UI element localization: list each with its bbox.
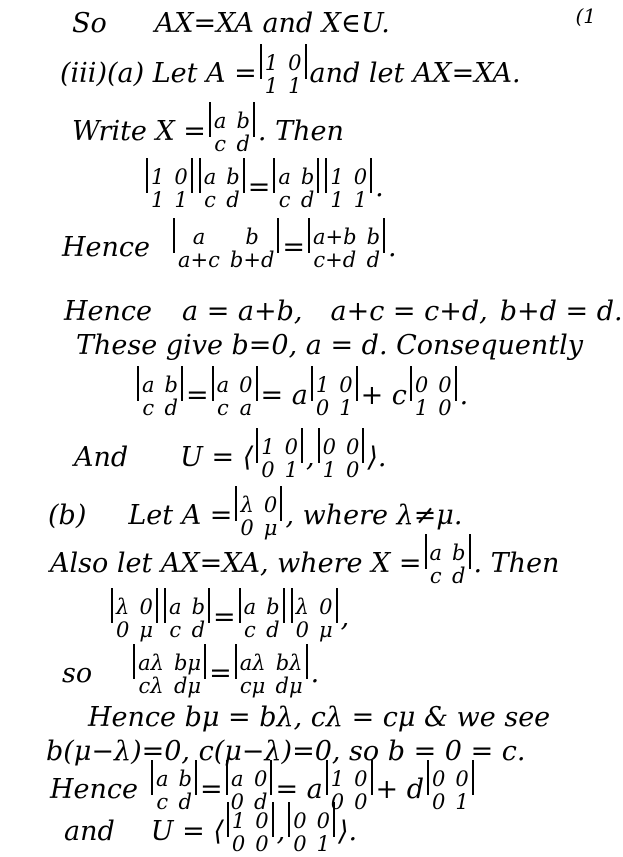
matrix-e21 — [318, 432, 365, 483]
matrix-entry-r2c1: 1 — [151, 188, 165, 213]
matrix-entry-r1c1: 1 — [330, 165, 344, 189]
matrix-entry-r2c2: d — [236, 132, 250, 157]
matrix-entry-r2c1: c — [156, 790, 169, 815]
right-bracket — [156, 588, 158, 623]
matrix-entry-r2c1: 0 — [293, 832, 307, 857]
matrix-entry-r2c1: c — [216, 396, 229, 421]
line-12 — [108, 592, 349, 643]
matrix-x — [164, 592, 210, 643]
equation-1: a = a+b, — [182, 296, 303, 327]
matrix-entry-r1c2: 0 — [284, 435, 298, 459]
matrix-entries — [412, 372, 455, 421]
u-equals: U = ⟨ — [150, 816, 224, 848]
right-bracket — [280, 486, 282, 521]
plus-c: + c — [360, 380, 407, 412]
matrix-x — [425, 538, 471, 589]
matrix-entry-r1c1: a — [429, 541, 443, 565]
matrix-entry-r1c1: 0 — [293, 809, 307, 833]
matrix-entry-r2c2: d — [226, 188, 240, 213]
matrix-entry-r1c1: a — [142, 373, 155, 397]
matrix-entry-r2c2: a — [239, 396, 253, 421]
matrix-a-right — [325, 162, 372, 213]
right-bracket — [243, 158, 245, 193]
matrix-entry-r1c1: 0 — [414, 373, 429, 397]
matrix-entry-r2c2: d — [300, 188, 315, 213]
matrix-entries — [214, 372, 256, 421]
comma: , — [340, 602, 350, 634]
matrix-entry-r1c1: 1 — [231, 809, 246, 833]
period: . — [310, 658, 320, 690]
matrix-xa — [235, 648, 308, 699]
line-14 — [88, 704, 550, 731]
matrix-entry-r2c1: 1 — [264, 74, 279, 99]
matrix-entry-r1c1: a — [216, 373, 230, 397]
matrix-entry-r1c2: bλ — [275, 651, 303, 675]
matrix-entry-r1c1: λ — [295, 595, 309, 619]
matrix-entry-r2c2: dμ — [275, 674, 303, 699]
matrix-entry-r2c2: b+d — [229, 248, 275, 273]
matrix-entries — [211, 108, 253, 157]
matrix-entry-r1c1: λ — [240, 493, 254, 517]
matrix-entry-r2c1: cμ — [239, 674, 266, 699]
equation-ax-xa: AX=XA and X∈U. — [154, 8, 390, 39]
matrix-ax — [173, 222, 279, 273]
matrix-entry-r1c2: 0 — [345, 435, 360, 459]
matrix-entry-r2c2: 0 — [438, 396, 452, 421]
matrix-entry-r1c2: b — [300, 165, 315, 189]
matrix-identity — [256, 432, 303, 483]
right-bracket — [181, 366, 183, 401]
matrix-a-diag — [291, 592, 338, 643]
matrix-entry-r2c2: 1 — [455, 790, 469, 815]
where-lambda-ne-mu: , where λ≠μ. — [285, 500, 463, 532]
period: . — [388, 232, 397, 264]
equals-a: = a — [260, 380, 308, 412]
matrix-e22 — [427, 764, 474, 815]
matrix-entry-r2c2: μ — [263, 516, 278, 541]
word-and: and — [64, 816, 115, 848]
matrix-entry-r2c1: 0 — [330, 790, 345, 815]
matrix-entry-r2c2: 1 — [339, 396, 353, 421]
line-10 — [48, 490, 462, 541]
matrix-a-diag — [111, 592, 158, 643]
let-ax-xa: and let AX=XA. — [309, 58, 521, 90]
matrix-a-left — [146, 162, 193, 213]
these-give-text: These give b=0, a = d. Consequently — [76, 330, 584, 361]
matrix-entry-r1c2: b — [366, 225, 381, 249]
matrix-entry-r2c2: 0 — [354, 790, 368, 815]
matrix-entry-r1c2: b — [236, 109, 250, 133]
word-hence: Hence — [62, 232, 151, 264]
matrix-entry-r2c1: 0 — [315, 396, 330, 421]
matrix-entries — [327, 164, 370, 213]
right-bracket — [371, 760, 373, 795]
matrix-entry-r1c2: 0 — [255, 809, 269, 833]
equals-sign: = — [247, 172, 271, 204]
matrix-reduced — [212, 370, 258, 421]
matrix-e22 — [288, 806, 335, 857]
equals-sign: = — [213, 602, 236, 634]
matrix-entries — [320, 434, 363, 483]
line-3 — [72, 106, 344, 157]
matrix-entries — [293, 594, 336, 643]
matrix-entry-r1c2: 0 — [288, 51, 302, 75]
matrix-entry-r2c2: d — [452, 564, 466, 589]
matrix-entry-r2c2: d — [254, 790, 268, 815]
matrix-entry-r1c1: a — [192, 225, 206, 249]
matrix-x — [239, 592, 285, 643]
matrix-a-diag — [235, 490, 282, 541]
line-5 — [62, 222, 397, 273]
matrix-entry-r2c2: μ — [139, 618, 154, 643]
matrix-entry-r1c2: 0 — [319, 595, 333, 619]
matrix-entry-r2c1: c+d — [313, 248, 357, 273]
matrix-entry-r2c1: 0 — [231, 832, 246, 857]
close-angle: ⟩. — [337, 816, 358, 848]
also-let-text: Also let AX=XA, where X = — [50, 548, 422, 580]
comma: , — [306, 442, 315, 474]
matrix-entry-r1c2: bμ — [173, 651, 202, 675]
matrix-entry-r1c2: b — [164, 373, 178, 397]
matrix-entry-r1c2: 0 — [354, 767, 368, 791]
word-hence: Hence — [64, 296, 153, 327]
matrix-entry-r2c2: 0 — [255, 832, 269, 857]
equation-3: b+d = d. — [499, 296, 623, 327]
matrix-entry-r2c1: 0 — [295, 618, 309, 643]
line-15 — [46, 738, 525, 765]
matrix-entries — [135, 650, 204, 699]
right-bracket — [362, 428, 364, 463]
word-and: And — [74, 442, 129, 474]
b-c-zero-text: b(μ−λ)=0, c(μ−λ)=0, so b = 0 = c. — [46, 736, 526, 767]
right-bracket — [195, 760, 197, 795]
line-4 — [143, 162, 384, 213]
matrix-entry-r1c1: λ — [116, 595, 130, 619]
part-b-label: (b) — [48, 500, 87, 532]
matrix-entries — [175, 224, 277, 273]
right-bracket — [301, 428, 303, 463]
plus-d: + d — [375, 774, 425, 806]
page-number: (1 — [575, 4, 596, 28]
matrix-entry-r1c1: 1 — [151, 165, 165, 189]
matrix-entry-r2c2: μ — [319, 618, 333, 643]
matrix-entry-r1c1: aλ — [239, 651, 266, 675]
matrix-identity — [311, 370, 358, 421]
matrix-entry-r2c2: d — [266, 618, 280, 643]
right-bracket — [370, 158, 372, 193]
matrix-entry-r1c1: aλ — [138, 651, 164, 675]
matrix-entries — [427, 540, 469, 589]
matrix-entries — [237, 492, 280, 541]
matrix-ax — [133, 648, 206, 699]
equals-sign: = — [209, 658, 232, 690]
right-bracket — [383, 218, 385, 253]
matrix-entry-r2c2: d — [366, 248, 381, 273]
matrix-entry-r2c1: 1 — [414, 396, 429, 421]
right-bracket — [336, 588, 338, 623]
equals-sign: = — [185, 380, 209, 412]
u-equals: U = ⟨ — [180, 442, 254, 474]
equals-a: = a — [275, 774, 323, 806]
matrix-entry-r1c2: 0 — [316, 809, 330, 833]
then-text: . Then — [473, 548, 560, 580]
matrix-entry-r1c2: 0 — [353, 165, 368, 189]
matrix-entry-r1c1: a — [278, 165, 291, 189]
right-bracket — [356, 366, 358, 401]
equals-sign: = — [282, 232, 306, 264]
line-9 — [74, 432, 386, 483]
matrix-entries — [313, 372, 356, 421]
matrix-entry-r2c1: 1 — [330, 188, 344, 213]
matrix-xa — [308, 222, 385, 273]
matrix-entry-r2c2: 1 — [288, 74, 302, 99]
matrix-entries — [262, 50, 305, 99]
matrix-entries — [166, 594, 208, 643]
matrix-entry-r1c2: b — [226, 165, 240, 189]
matrix-entry-r1c1: 1 — [330, 767, 345, 791]
equation-2: a+c = c+d, — [330, 296, 488, 327]
matrix-entry-r2c2: d — [178, 790, 192, 815]
matrix-entry-r2c2: d — [191, 618, 206, 643]
write-x: Write X = — [72, 116, 206, 148]
matrix-a — [260, 48, 307, 99]
matrix-entry-r1c2: 0 — [174, 165, 188, 189]
matrix-entries — [148, 164, 191, 213]
right-bracket — [204, 644, 206, 679]
matrix-entry-r2c1: 0 — [261, 458, 275, 483]
matrix-entries — [229, 808, 272, 857]
equals-sign: = — [200, 774, 223, 806]
matrix-entry-r1c1: 1 — [261, 435, 275, 459]
matrix-entries — [258, 434, 301, 483]
matrix-entries — [290, 808, 333, 857]
matrix-entries — [201, 164, 243, 213]
right-bracket — [277, 218, 279, 253]
matrix-entries — [241, 594, 283, 643]
matrix-entry-r1c1: 0 — [432, 767, 446, 791]
matrix-entry-r2c1: c — [169, 618, 182, 643]
right-bracket — [253, 102, 255, 137]
matrix-entry-r1c1: a — [231, 767, 244, 791]
line-17 — [64, 806, 357, 857]
matrix-entries — [237, 650, 306, 699]
matrix-entry-r2c1: 0 — [116, 618, 130, 643]
matrix-x-left — [273, 162, 319, 213]
period: . — [459, 380, 469, 412]
matrix-entries — [113, 594, 156, 643]
right-bracket — [455, 366, 457, 401]
matrix-entry-r2c2: dμ — [173, 674, 202, 699]
matrix-entry-r2c2: 1 — [284, 458, 298, 483]
matrix-entry-r1c1: a — [213, 109, 227, 133]
matrix-entries — [429, 766, 472, 815]
matrix-entry-r1c2: b — [191, 595, 206, 619]
right-bracket — [306, 644, 308, 679]
matrix-entry-r2c2: 0 — [345, 458, 360, 483]
right-bracket — [256, 366, 258, 401]
matrix-x — [209, 106, 255, 157]
matrix-entry-r1c2: b — [266, 595, 280, 619]
matrix-entry-r1c1: a — [156, 767, 169, 791]
word-so: So — [72, 8, 107, 39]
matrix-entry-r2c1: 0 — [432, 790, 446, 815]
matrix-entry-r2c1: c — [278, 188, 291, 213]
matrix-entries — [275, 164, 317, 213]
matrix-entry-r1c1: a — [203, 165, 217, 189]
matrix-entry-r1c2: 0 — [455, 767, 469, 791]
matrix-entry-r2c1: c — [214, 132, 227, 157]
line-8 — [134, 370, 468, 421]
matrix-entry-r2c2: d — [164, 396, 178, 421]
line-7 — [76, 332, 583, 359]
matrix-entry-r2c1: a+c — [178, 248, 220, 273]
matrix-entry-r2c1: 0 — [230, 790, 244, 815]
then-text: . Then — [257, 116, 344, 148]
matrix-entry-r1c2: b — [178, 767, 192, 791]
let-a: Let A = — [128, 500, 233, 532]
right-bracket — [305, 44, 307, 79]
matrix-entries — [310, 224, 383, 273]
word-hence: Hence — [50, 774, 139, 806]
matrix-entry-r2c1: c — [429, 564, 442, 589]
close-angle: ⟩. — [367, 442, 387, 474]
matrix-entry-r1c2: 0 — [239, 373, 253, 397]
matrix-entry-r2c1: 1 — [322, 458, 336, 483]
line-1 — [72, 10, 390, 37]
right-bracket — [472, 760, 474, 795]
right-bracket — [208, 588, 210, 623]
comma: , — [276, 816, 286, 848]
matrix-entry-r1c1: a — [169, 595, 182, 619]
hence-equations: Hence bμ = bλ, cλ = cμ & we see — [88, 702, 551, 733]
matrix-entry-r2c1: cλ — [138, 674, 164, 699]
matrix-entries — [139, 372, 181, 421]
matrix-e11 — [227, 806, 274, 857]
matrix-entry-r2c1: 0 — [240, 516, 254, 541]
right-bracket — [191, 158, 193, 193]
matrix-entry-r1c1: a — [243, 595, 257, 619]
matrix-entry-r2c1: c — [244, 618, 256, 643]
matrix-entry-r2c1: c — [142, 396, 155, 421]
matrix-e21 — [410, 370, 457, 421]
matrix-entry-r1c1: 1 — [264, 51, 279, 75]
matrix-entry-r2c2: 1 — [316, 832, 330, 857]
right-bracket — [317, 158, 319, 193]
matrix-x — [137, 370, 183, 421]
line-13 — [62, 648, 319, 699]
matrix-entry-r2c2: 1 — [174, 188, 188, 213]
line-11 — [50, 538, 559, 589]
line-2 — [60, 48, 521, 99]
matrix-entry-r1c2: 0 — [438, 373, 452, 397]
matrix-entry-r1c2: 0 — [263, 493, 278, 517]
line-6 — [64, 298, 623, 325]
matrix-entry-r1c2: b — [245, 225, 259, 249]
right-bracket — [469, 534, 471, 569]
word-so: so — [62, 658, 93, 690]
right-bracket — [270, 760, 272, 795]
matrix-entry-r1c1: 1 — [315, 373, 330, 397]
period: . — [375, 172, 384, 204]
right-bracket — [283, 588, 285, 623]
matrix-entry-r1c2: 0 — [254, 767, 268, 791]
matrix-x-right — [199, 162, 245, 213]
matrix-entry-r1c2: 0 — [139, 595, 153, 619]
matrix-entry-r1c1: 0 — [322, 435, 336, 459]
matrix-entry-r1c1: a+b — [313, 225, 357, 249]
right-bracket — [272, 802, 274, 837]
part-iii-a-label: (iii)(a) Let A = — [60, 58, 257, 90]
matrix-entry-r1c2: b — [452, 541, 466, 565]
matrix-entry-r2c2: 1 — [353, 188, 368, 213]
right-bracket — [333, 802, 335, 837]
matrix-entry-r2c1: c — [204, 188, 216, 213]
matrix-entry-r1c2: 0 — [339, 373, 353, 397]
